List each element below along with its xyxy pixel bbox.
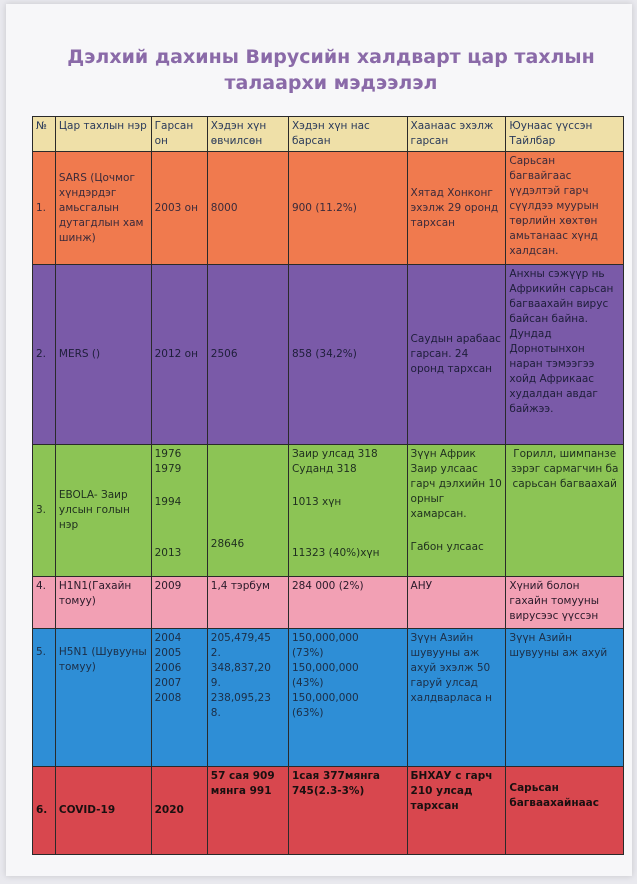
cell-note: Горилл, шимпанзе зэрэг сармагчин ба сарьсан багваахай (506, 445, 624, 577)
header-no: № (33, 117, 56, 152)
pandemic-table (32, 116, 624, 855)
header-deaths: Хэдэн хүн нас барсан (288, 117, 407, 152)
cell-note: Хүний болон гахайн томууны вирусээс үүссэн (506, 577, 624, 629)
year-value: 2005 (154, 647, 182, 659)
table-row (33, 265, 624, 445)
cell-infected: 1,4 тэрбум (207, 577, 288, 629)
table-row (33, 152, 624, 265)
deaths-value: Заир улсад 318 (291, 448, 378, 460)
year-value: 2013 (154, 547, 182, 559)
cell-no: 6. (33, 767, 56, 855)
cell-name: MERS () (55, 265, 151, 445)
cell-name: SARS (Цочмог хүндэрдэг амьсгалын дутагдлын хам шинж) (55, 152, 151, 265)
page-title (66, 44, 596, 96)
deaths-value: (43%) (291, 677, 324, 689)
table-row (33, 629, 624, 767)
origin-value: Зүүн Африк Заир улсаас гарч дэлхийн 10 орныг хамарсан. (410, 448, 502, 520)
cell-no: 1. (33, 152, 56, 265)
cell-note: Сарьсан багвайгаас үүдэлтэй гарч сүүлдээ муурын төрлийн хөхтөн амьтанаас хүнд халдсан. (506, 152, 624, 265)
infected-value: 205,479,45 (210, 632, 271, 644)
deaths-value: 11323 (40%)хүн (291, 547, 380, 559)
cell-deaths: 900 (11.2%) (288, 152, 407, 265)
cell-year (151, 629, 207, 767)
deaths-value: 150,000,000 (291, 662, 359, 674)
cell-year: 2003 он (151, 152, 207, 265)
cell-origin: АНУ (407, 577, 506, 629)
deaths-value: 1013 хүн (291, 496, 342, 508)
cell-infected (207, 445, 288, 577)
header-name: Цар тахлын нэр (55, 117, 151, 152)
header-year: Гарсан он (151, 117, 207, 152)
year-value: 1976 (154, 448, 182, 460)
year-value: 2004 (154, 632, 182, 644)
infected-value: 28646 (210, 538, 245, 550)
infected-value: 8. (210, 707, 221, 719)
cell-origin: БНХАУ с гарч 210 улсад тархсан (407, 767, 506, 855)
infected-value: 2. (210, 647, 221, 659)
cell-deaths (288, 445, 407, 577)
cell-origin: Саудын арабаас гарсан. 24 оронд тархсан (407, 265, 506, 445)
table-row (33, 767, 624, 855)
cell-year: 2012 он (151, 265, 207, 445)
deaths-value: (63%) (291, 707, 324, 719)
cell-name: H5N1 (Шувууны томуу) (55, 629, 151, 767)
title-line-2: талаархи мэдээлэл (224, 72, 438, 94)
cell-no: 4. (33, 577, 56, 629)
cell-note: Зүүн Азийн шувууны аж ахуй (506, 629, 624, 767)
cell-deaths: 858 (34,2%) (288, 265, 407, 445)
cell-origin (407, 445, 506, 577)
cell-infected: 2506 (207, 265, 288, 445)
cell-name: COVID-19 (55, 767, 151, 855)
cell-no: 2. (33, 265, 56, 445)
infected-value: 238,095,23 (210, 692, 271, 704)
cell-year (151, 445, 207, 577)
table-row (33, 577, 624, 629)
cell-note: Сарьсан багваахайнаас (506, 767, 624, 855)
cell-deaths: 284 000 (2%) (288, 577, 407, 629)
title-line-1: Дэлхий дахины Вирусийн халдварт цар тахлын (67, 46, 595, 68)
cell-infected (207, 629, 288, 767)
header-origin: Хаанаас эхэлж гарсан (407, 117, 506, 152)
year-value: 1994 (154, 496, 182, 508)
year-value: 1979 (154, 463, 182, 475)
deaths-value: (73%) (291, 647, 324, 659)
origin-value: Габон улсаас (410, 541, 484, 553)
cell-deaths: 1сая 377мянга 745(2.3-3%) (288, 767, 407, 855)
cell-infected: 8000 (207, 152, 288, 265)
cell-origin: Хятад Хонконг эхэлж 29 оронд тархсан (407, 152, 506, 265)
cell-no: 3. (33, 445, 56, 577)
table-header-row (33, 117, 624, 152)
cell-year: 2009 (151, 577, 207, 629)
cell-name: EBOLA- Заир улсын голын нэр (55, 445, 151, 577)
header-note: Юунаас үүссэн Тайлбар (506, 117, 624, 152)
infected-value: 9. (210, 677, 221, 689)
cell-year: 2020 (151, 767, 207, 855)
infected-value: 348,837,20 (210, 662, 271, 674)
year-value: 2006 (154, 662, 182, 674)
cell-name: H1N1(Гахайн томуу) (55, 577, 151, 629)
year-value: 2007 (154, 677, 182, 689)
deaths-value: 150,000,000 (291, 692, 359, 704)
header-infected: Хэдэн хүн өвчилсөн (207, 117, 288, 152)
year-value: 2008 (154, 692, 182, 704)
cell-infected: 57 сая 909 мянга 991 (207, 767, 288, 855)
cell-note: Анхны сэжүүр нь Африкийн сарьсан багваахайн вирус байсан байна. Дундад Дорнотынхон наран тэмээгээ хойд Африкаас худалдан авдаг байжээ. (506, 265, 624, 445)
deaths-value: Суданд 318 (291, 463, 357, 475)
cell-origin: Зүүн Азийн шувууны аж ахуй эхэлж 50 гаруй улсад халдварласа н (407, 629, 506, 767)
table-row (33, 445, 624, 577)
cell-deaths (288, 629, 407, 767)
deaths-value: 150,000,000 (291, 632, 359, 644)
cell-no: 5. (33, 629, 56, 767)
